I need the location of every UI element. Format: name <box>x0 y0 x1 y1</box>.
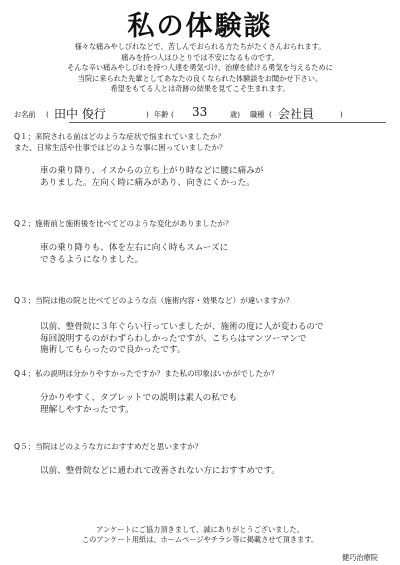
footer-line: このアンケート用紙は、ホームページやチラシ等に掲載させて頂きます。 <box>81 535 319 544</box>
question-line: Q１；来院される前はどのような症状で悩まれていましたか？ <box>14 132 226 141</box>
info-underline <box>69 122 386 123</box>
answer-line: 施術してもらったので良かったです。 <box>40 345 186 355</box>
answer-line: 毎回説明するのがわずらわしかったですが、こちらはマンツーマンで <box>40 333 307 344</box>
question-3 <box>14 295 394 306</box>
intro-line: 痛みを持つ人はひとりでは不安になるものです。 <box>121 52 279 62</box>
answer-line: 以前、整骨院に３年ぐらい行っていましたが、施術の度に人が変わるので <box>40 322 324 332</box>
answer-line: 分かりやすく、タブレットでの説明は素人の私でも <box>40 393 238 403</box>
name-label: お名前 <box>14 110 36 119</box>
answer-1 <box>40 166 390 189</box>
question-5 <box>14 441 394 452</box>
clinic-name: 健巧治療院 <box>342 553 378 562</box>
question-2 <box>14 218 394 229</box>
footer-text <box>0 525 400 545</box>
answer-2 <box>40 243 390 266</box>
answer-line: 車の乗り降りも、体を左右に向く時もスムーズに <box>40 243 229 253</box>
job-label: 職種 <box>250 110 265 119</box>
answer-4 <box>40 393 390 416</box>
question-line: Q５；当院はどのような方におすすめだと思いますか？ <box>14 442 203 451</box>
question-line: Q２；施術前と施術後を比べてどのような変化がありましたか？ <box>14 219 233 228</box>
age-unit: 歳) <box>230 110 240 119</box>
intro-text <box>10 42 390 95</box>
age-open-paren: ( <box>171 110 174 119</box>
question-1 <box>14 131 394 153</box>
answer-line: ありました。左向く時に痛みがあり、向きにくかった。 <box>40 177 255 188</box>
age-label: 年齢 <box>154 110 169 119</box>
name-open-paren: ( <box>46 110 49 119</box>
answer-line: できるようになりました。 <box>40 254 144 265</box>
job-open-paren: ( <box>269 110 272 119</box>
page-title: 私の体験談 <box>127 11 273 42</box>
question-line: Q４；私の説明は分かりやすかったですか？また私の印象はいかがでしたか？ <box>14 369 279 378</box>
question-line: Q３；当院は他の院と比べてどのような点（施術内容・効果など）が違いますか？ <box>14 296 294 305</box>
intro-line: 様々な痛みやしびれなどで、苦しんでおられる方たちがたくさんおられます。 <box>74 42 326 51</box>
answer-5 <box>40 466 390 478</box>
answer-line: 車の乗り降り、イスからの立ち上がり時などに腰に痛みが <box>40 166 264 176</box>
question-line: また、日常生活や仕事ではどのような事に困っていましたか？ <box>14 143 227 152</box>
footer-line: アンケートにご協力頂きまして、誠にありがとうございました。 <box>96 525 304 534</box>
intro-line: 希望をもてる人とは奇跡の結果を見てこそ生まれます。 <box>110 84 290 94</box>
intro-line: 当院に来られた先輩としてあなたの良くなられた体験談をお聞かせ下さい。 <box>77 73 323 83</box>
intro-line: そんな辛い痛みやしびれを持つ人達を勇気づけ、治療を続ける勇気を与えるために <box>67 63 333 73</box>
question-4 <box>14 368 394 379</box>
name-close-paren: ) <box>146 110 149 119</box>
answer-line: 以前、整骨院などに通われて改善されない方におすすめです。 <box>40 466 281 476</box>
job-close-paren: ) <box>340 110 343 119</box>
age-value: 33 <box>192 105 208 119</box>
answer-line: 理解しやすかったです。 <box>40 404 134 415</box>
job-value: 会社員 <box>278 107 315 121</box>
respondent-info <box>14 105 386 123</box>
name-value: 田中 俊行 <box>54 107 106 121</box>
answer-3 <box>40 322 390 357</box>
